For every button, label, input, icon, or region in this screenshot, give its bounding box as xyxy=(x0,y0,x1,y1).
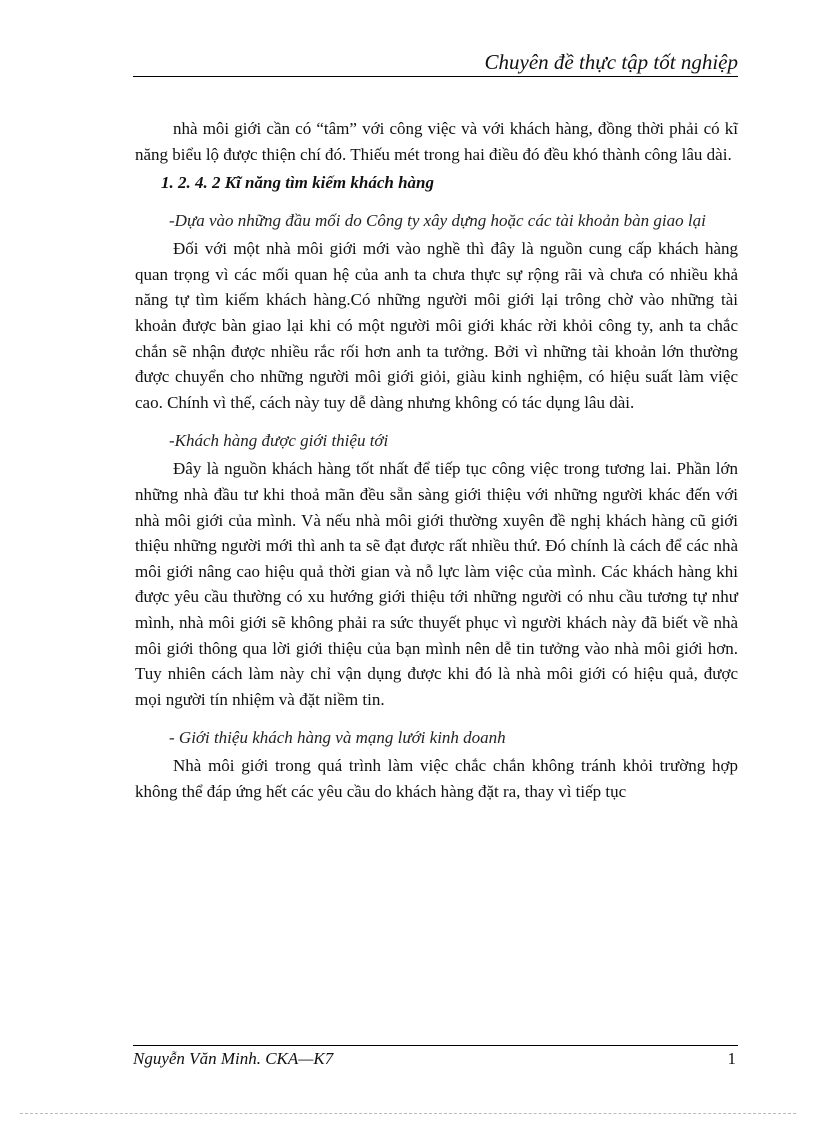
paragraph-network: Nhà môi giới trong quá trình làm việc chắc chắn không tránh khỏi trường hợp không thể đáp ứng hết các yêu cầu do khách hàng đặt ra, thay vì tiếp tục xyxy=(135,756,738,801)
footer-rule xyxy=(133,1045,738,1046)
subheading-handover-accounts: -Dựa vào những đầu mối do Công ty xây dựng hoặc các tài khoản bàn giao lại xyxy=(169,211,706,231)
page-number: 1 xyxy=(727,1049,736,1068)
page-break-line xyxy=(20,1113,796,1114)
footer-author: Nguyễn Văn Minh. CKA—K7 xyxy=(133,1049,334,1068)
body-text xyxy=(135,116,738,804)
running-header-title: Chuyên đề thực tập tốt nghiệp xyxy=(484,50,738,74)
section-heading: 1. 2. 4. 2 Kĩ năng tìm kiếm khách hàng xyxy=(161,173,434,193)
paragraph-continuation: nhà môi giới cần có “tâm” với công việc và với khách hàng, đồng thời phải có kĩ năng biểu lộ được thiện chí đó. Thiếu mét trong hai điều đó đều khó thành công lâu dài. xyxy=(135,119,738,164)
subheading-referrals: -Khách hàng được giới thiệu tới xyxy=(169,431,389,451)
subheading-network: - Giới thiệu khách hàng và mạng lưới kinh doanh xyxy=(169,728,506,748)
header-rule xyxy=(133,76,738,77)
paragraph-referrals: Đây là nguồn khách hàng tốt nhất để tiếp tục công việc trong tương lai. Phần lớn những nhà đầu tư khi thoả mãn đều sẵn sàng giới thiệu với những người khác đến với nhà môi giới của mình. Và nếu nhà môi giới thường xuyên đề nghị khách hàng cũ giới thiệu những người mới thì anh ta sẽ đạt được rất nhiều thứ. Đó chính là cách để các nhà môi giới nâng cao hiệu quả thời gian và nỗ lực làm việc của mình. Các khách hàng khi được yêu cầu thường có xu hướng giới thiệu tới những người có nhu cầu tương tự như mình, nhà môi giới sẽ không phải ra sức thuyết phục vì người khách này đã biết về nhà môi giới thông qua lời giới thiệu của bạn mình nên dễ tin tưởng vào nhà môi giới hơn. Tuy nhiên cách làm này chỉ vận dụng được khi đó là nhà môi giới có hiệu quả, được mọi người tín nhiệm và đặt niềm tin. xyxy=(135,459,738,709)
paragraph-handover-accounts: Đối với một nhà môi giới mới vào nghề thì đây là nguồn cung cấp khách hàng quan trọng vì các mối quan hệ của anh ta chưa thực sự rộng rãi và chưa có nhiều khả năng tự tìm kiếm khách hàng.Có những người môi giới lại trông chờ vào những tài khoản được bàn giao lại khi có một người môi giới khác rời khỏi công ty, anh ta chắc chắn sẽ nhận được nhiều rắc rối hơn anh ta tưởng. Bởi vì những tài khoản lớn thường được chuyển cho những người môi giới giỏi, giàu kinh nghiệm, có hiệu suất làm việc cao. Chính vì thế, cách này tuy dễ dàng nhưng không có tác dụng lâu dài. xyxy=(135,239,738,412)
